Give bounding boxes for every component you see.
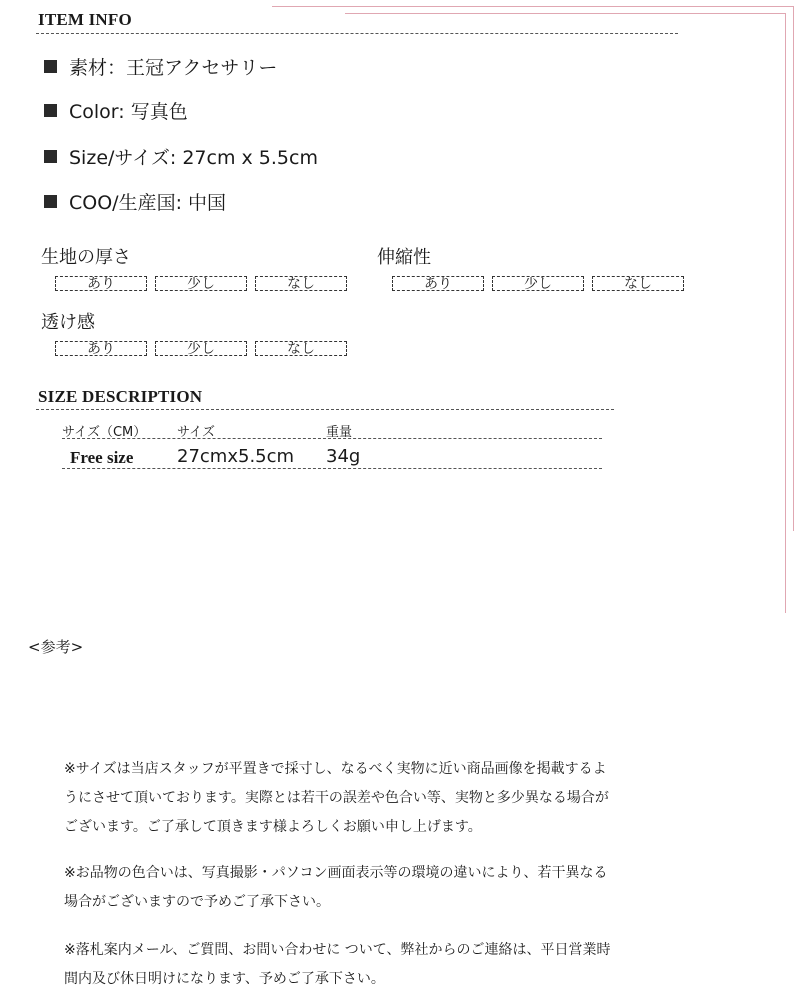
note-size-measurement xyxy=(64,755,704,842)
sheer-option-none: なし xyxy=(255,341,347,356)
item-info-title: ITEM INFO xyxy=(38,10,132,29)
stretch-option-yes: あり xyxy=(392,276,484,291)
size-table-header-weight: 重量 xyxy=(326,425,353,440)
decorative-frame-line xyxy=(272,6,794,7)
thickness-option-yes: あり xyxy=(55,276,147,291)
thickness-option-none: なし xyxy=(255,276,347,291)
size-table-cell-dimensions: 27cmx5.5cm xyxy=(177,446,295,467)
item-info-row-size xyxy=(44,143,318,169)
sheer-option-yes: あり xyxy=(55,341,147,356)
size-table-cell-free-size: Free size xyxy=(70,448,134,467)
size-description-divider xyxy=(36,409,614,410)
item-info-divider xyxy=(36,33,678,34)
note-line: ございます。ご了承して頂きます様よろしくお願い申し上げます。 xyxy=(64,819,482,835)
thickness-option-little: 少し xyxy=(155,276,247,291)
sheer-options xyxy=(55,341,347,356)
item-info-row-material xyxy=(44,53,277,79)
decorative-frame-line xyxy=(785,13,786,613)
item-info-row-color xyxy=(44,97,188,123)
size-table-cell-weight: 34g xyxy=(326,446,361,467)
size-table-header-size-cm: サイズ（CM） xyxy=(62,425,147,440)
item-info-text: COO/生産国: 中国 xyxy=(69,191,227,214)
note-line: ※お品物の色合いは、写真撮影・パソコン画面表示等の環境の違いにより、若干異なる xyxy=(64,865,608,881)
bullet-square-icon xyxy=(44,104,57,117)
item-info-text: Color: 写真色 xyxy=(69,100,188,123)
decorative-frame-line xyxy=(793,6,794,531)
stretch-label: 伸縮性 xyxy=(377,247,431,268)
bullet-square-icon xyxy=(44,195,57,208)
note-line: 場合がございますので予めご了承下さい。 xyxy=(64,894,330,910)
size-table-header-rule xyxy=(62,438,602,439)
note-line: ※落札案内メール、ご質問、お問い合わせに ついて、弊社からのご連絡は、平日営業時 xyxy=(64,942,611,958)
stretch-option-none: なし xyxy=(592,276,684,291)
item-info-text: 素材：王冠アクセサリー xyxy=(69,56,278,79)
thickness-label: 生地の厚さ xyxy=(41,247,131,268)
note-contact-hours xyxy=(64,936,704,994)
note-line: 間内及び休日明けになります、予めご了承下さい。 xyxy=(64,971,385,987)
size-table-row-rule xyxy=(62,468,602,469)
size-description-title: SIZE DESCRIPTION xyxy=(38,387,203,406)
item-info-row-coo xyxy=(44,188,226,214)
item-info-text: Size/サイズ: 27cm x 5.5cm xyxy=(69,146,318,169)
stretch-options xyxy=(392,276,684,291)
stretch-option-little: 少し xyxy=(492,276,584,291)
sheer-label: 透け感 xyxy=(41,312,95,333)
decorative-frame-line xyxy=(345,13,785,14)
reference-label: <参考> xyxy=(28,638,84,656)
note-color-difference xyxy=(64,859,704,917)
sheer-option-little: 少し xyxy=(155,341,247,356)
bullet-square-icon xyxy=(44,60,57,73)
size-table-header-size: サイズ xyxy=(177,425,215,440)
note-line: うにさせて頂いております。実際とは若干の誤差や色合い等、実物と多少異なる場合が xyxy=(64,790,609,806)
thickness-options xyxy=(55,276,347,291)
bullet-square-icon xyxy=(44,150,57,163)
note-line: ※サイズは当店スタッフが平置きで採寸し、なるべく実物に近い商品画像を掲載するよ xyxy=(64,761,607,777)
